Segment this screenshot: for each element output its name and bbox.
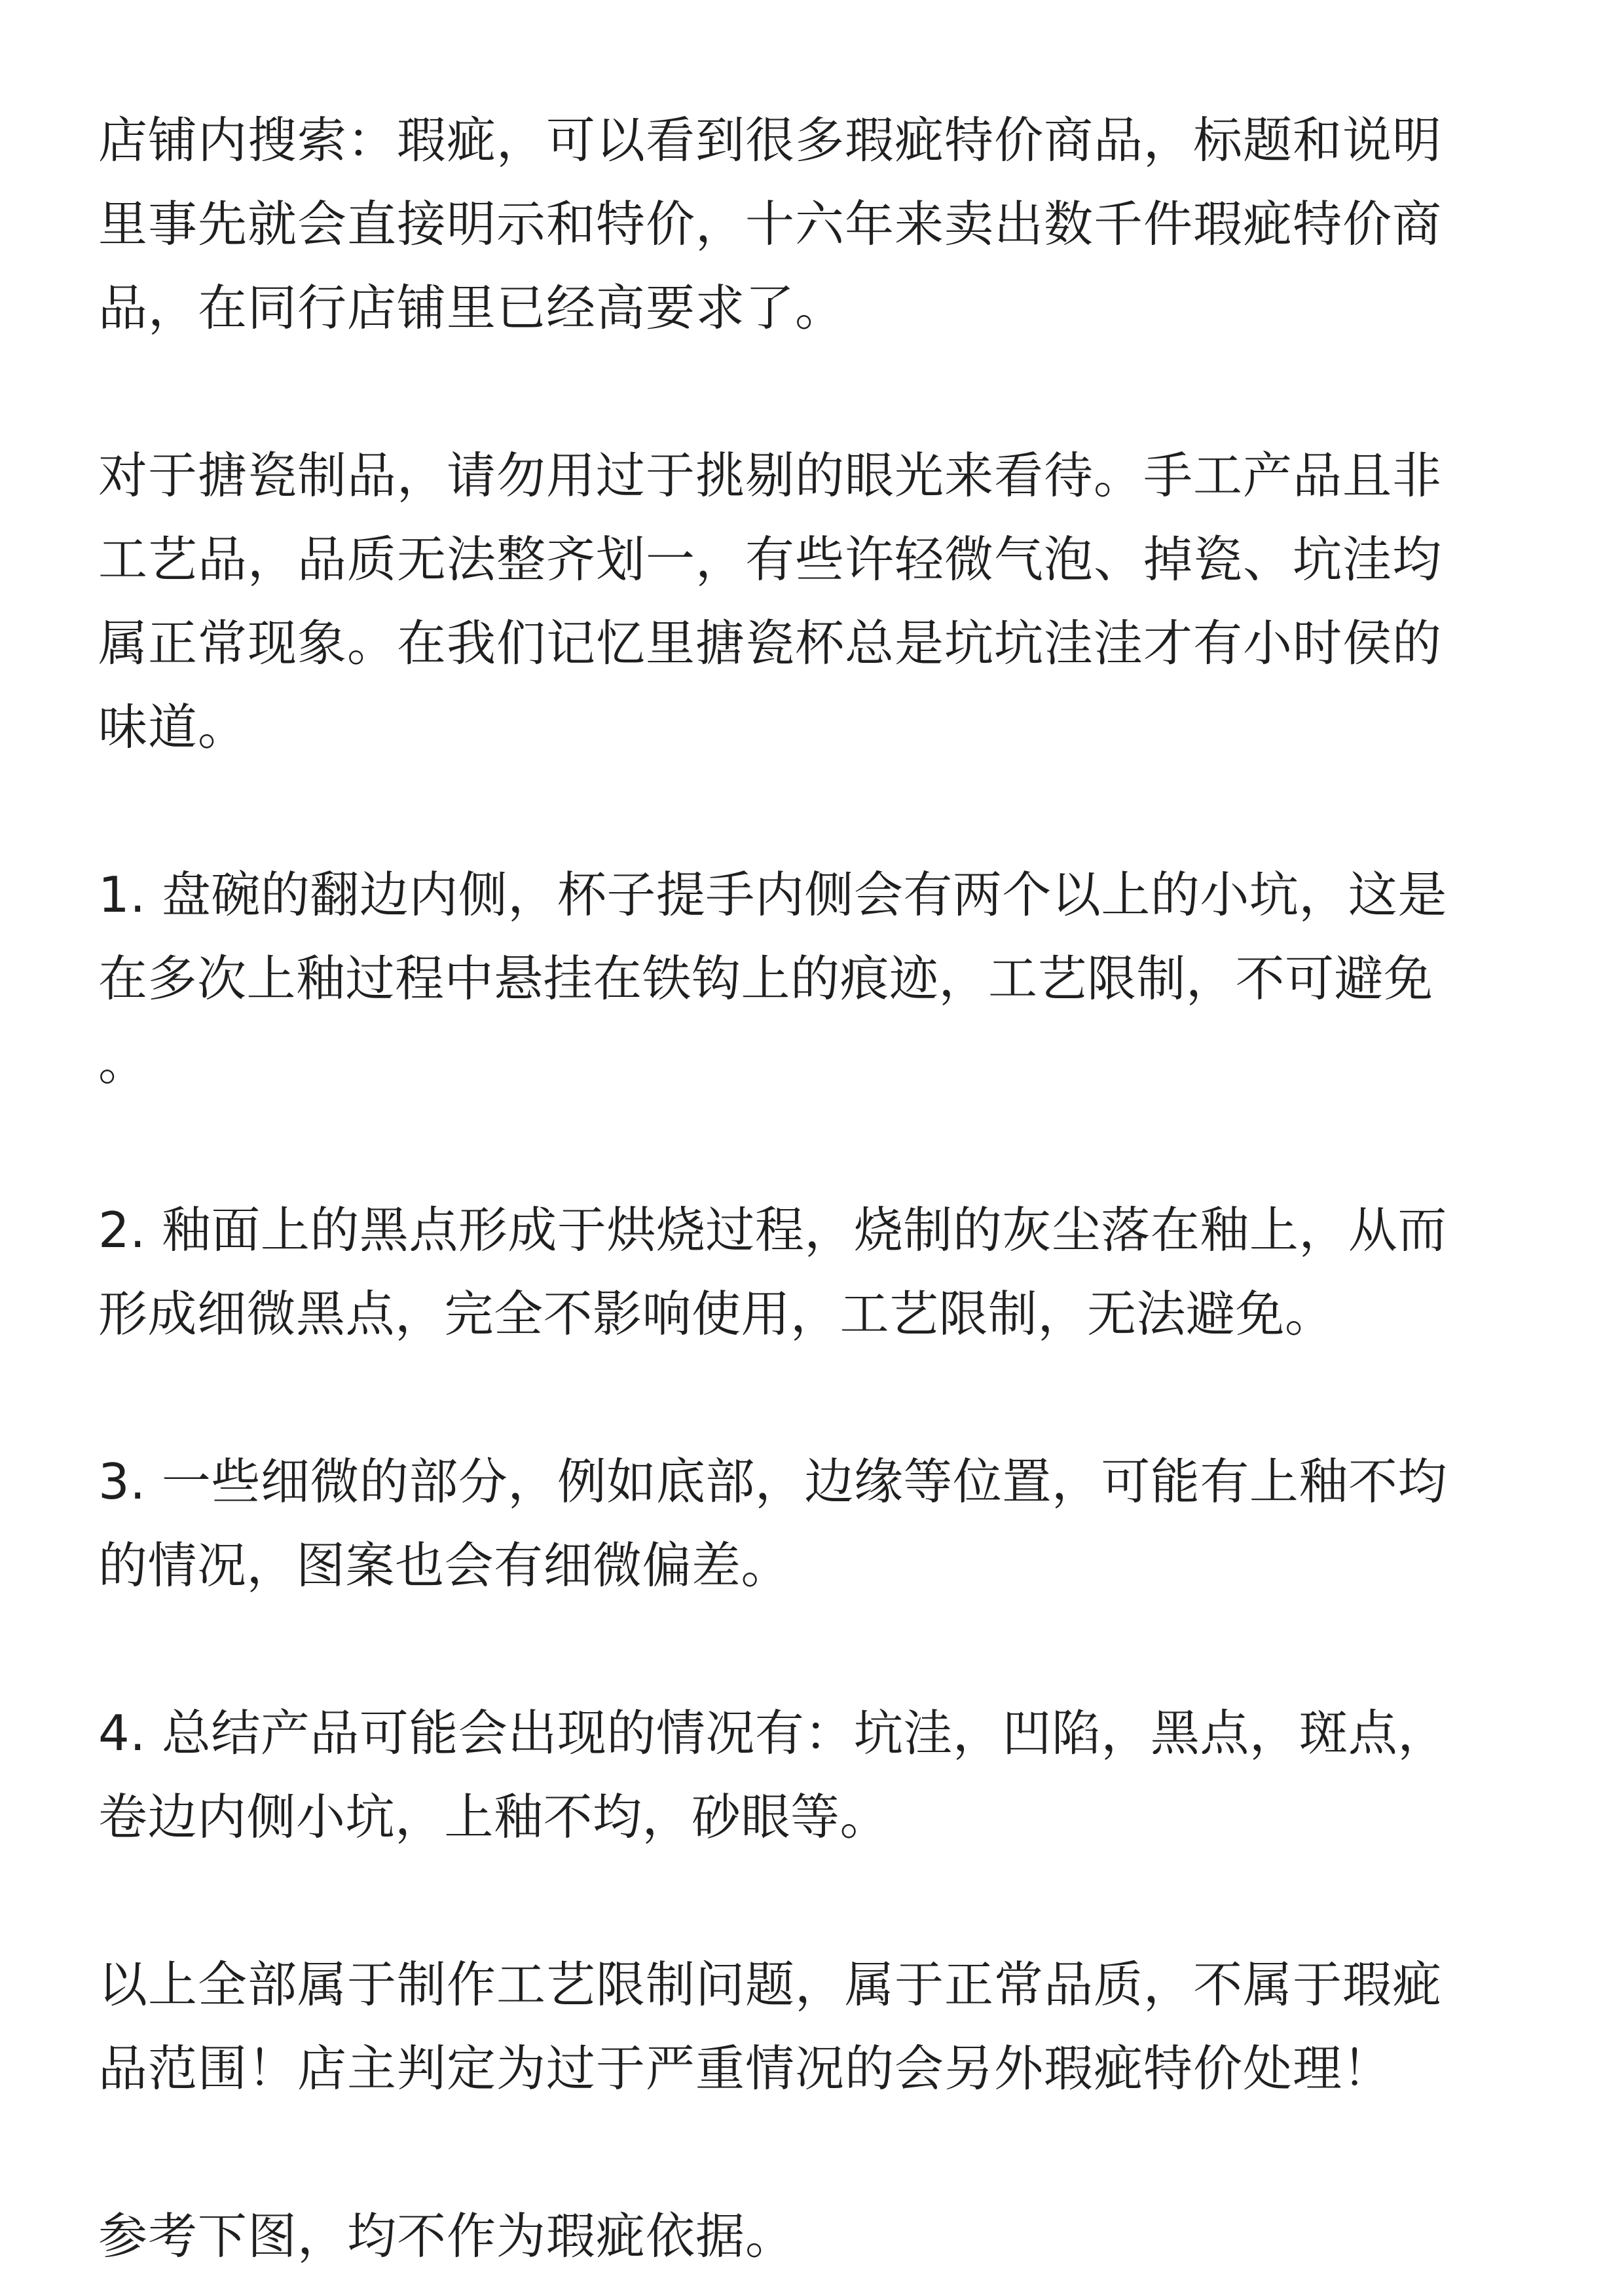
- text-line: 以上全部属于制作工艺限制问题，属于正常品质，不属于瑕疵: [98, 1956, 1443, 2013]
- text-line: 品，在同行店铺里已经高要求了。: [98, 279, 845, 337]
- text-line: 1. 盘碗的翻边内侧，杯子提手内侧会有两个以上的小坑，这是: [98, 866, 1447, 924]
- paragraph-shop-search: [98, 98, 1513, 350]
- list-item-3: [98, 1440, 1513, 1607]
- text-line: 的情况，图案也会有细微偏差。: [98, 1537, 791, 1594]
- text-line: 味道。: [98, 698, 248, 756]
- list-item-1: [98, 853, 1513, 1104]
- text-line: 。: [98, 1034, 148, 1091]
- text-line: 店铺内搜索：瑕疵，可以看到很多瑕疵特价商品，标题和说明: [98, 111, 1443, 169]
- paragraph-summary: [98, 1943, 1513, 2110]
- text-line: 2. 釉面上的黑点形成于烘烧过程，烧制的灰尘落在釉上，从而: [98, 1201, 1447, 1259]
- text-line: 卷边内侧小坑，上釉不均，砂眼等。: [98, 1788, 890, 1846]
- paragraph-enamel-products: [98, 434, 1513, 769]
- text-line: 品范围！店主判定为过于严重情况的会另外瑕疵特价处理！: [98, 2040, 1393, 2097]
- document-body: [98, 98, 1513, 2278]
- list-item-2: [98, 1188, 1513, 1356]
- text-line: 3. 一些细微的部分，例如底部，边缘等位置，可能有上釉不均: [98, 1453, 1447, 1510]
- text-line: 形成细微黑点，完全不影响使用，工艺限制，无法避免。: [98, 1285, 1335, 1343]
- text-line: 属正常现象。在我们记忆里搪瓷杯总是坑坑洼洼才有小时侯的: [98, 614, 1443, 672]
- text-line: 在多次上釉过程中悬挂在铁钩上的痕迹，工艺限制，不可避免: [98, 950, 1433, 1007]
- text-line: 对于搪瓷制品，请勿用过于挑剔的眼光来看待。手工产品且非: [98, 447, 1443, 504]
- text-line: 里事先就会直接明示和特价，十六年来卖出数千件瑕疵特价商: [98, 195, 1443, 253]
- list-item-4: [98, 1691, 1513, 1859]
- text-line: 参考下图，均不作为瑕疵依据。: [98, 2207, 796, 2265]
- paragraph-reference: [98, 2194, 1513, 2278]
- text-line: 4. 总结产品可能会出现的情况有：坑洼，凹陷，黑点，斑点，: [98, 1704, 1447, 1762]
- text-line: 工艺品，品质无法整齐划一，有些许轻微气泡、掉瓷、坑洼均: [98, 531, 1443, 588]
